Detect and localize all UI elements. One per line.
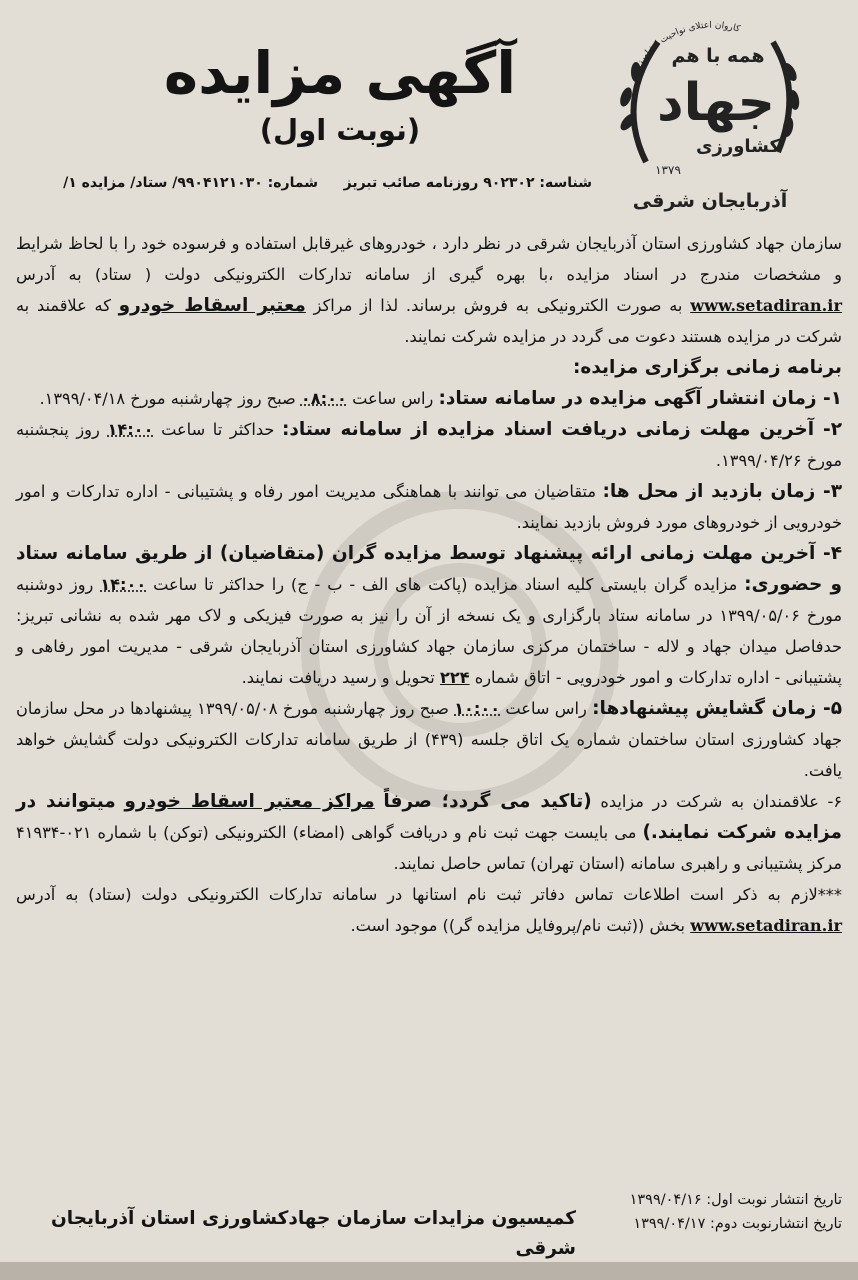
logo-sub-text: کشاورزی	[696, 136, 780, 157]
schedule-item-5: ۵- زمان گشایش پیشنهادها: راس ساعت ۱۰:۰۰ صبح روز چهارشنبه مورخ ۱۳۹۹/۰۵/۰۸ پیشنهادها در محل سازمان جهاد کشاورزی استان ساختمان شماره یک اتاق جلسه (۴۳۹) از طریق سامانه تدارکات الکترونیکی دولت گشایش خواهد یافت.	[16, 698, 843, 780]
schedule-item-3: ۳- زمان بازدید از محل ها: متقاضیان می توانند با هماهنگی مدیریت امور رفاه و پشتیبانی - اداره تدارکات و امور خودرویی از خودروهای مورد فروش بازدید نمایند.	[16, 481, 842, 532]
page-title: آگهی مزایده	[163, 39, 517, 107]
page-subtitle: (نوبت اول)	[259, 113, 421, 147]
publication-dates	[582, 1188, 842, 1236]
logo-emblem-icon	[598, 12, 813, 217]
first-publication-date: تاریخ انتشار نوبت اول: ۱۳۹۹/۰۴/۱۶	[629, 1192, 842, 1208]
logo-top-text: همه با هم	[671, 45, 765, 67]
setad-link[interactable]: www.setadiran.ir	[690, 296, 842, 315]
logo-arc-text: کاروان اعتلای نواحیت کشاورزی	[631, 20, 742, 74]
reference-id: شناسه: ۹۰۲۳۰۲ روزنامه صائب تبریز	[343, 175, 592, 191]
logo-main-text: جهاد	[656, 73, 776, 133]
jihad-agriculture-logo	[598, 12, 813, 217]
intro-paragraph: سازمان جهاد کشاورزی استان آذربایجان شرقی در نظر دارد ، خودروهای غیرقابل استفاده و فرسوده خود را با لحاظ شرایط و مشخصات مندرج در اسناد مزایده ،با بهره گیری از سامانه تدارکات الکترونیکی دولت ( ستاد) به آدرس www.setadiran.ir به صورت الکترونیکی به فروش برساند. لذا از مراکز معتبر اسقاط خودرو که علاقمند به شرکت در مزایده هستند دعوت می گردد در مزایده شرکت نمایند.	[16, 234, 842, 346]
footer	[16, 1188, 842, 1259]
schedule-item-4: ۴- آخرین مهلت زمانی ارائه پیشنهاد توسط مزایده گران (متقاضیان) از طریق سامانه ستاد و حضوری: مزایده گران بایستی کلیه اسناد مزایده (پاکت های الف - ب - ج) را حداکثر تا ساعت ۱۴:۰۰ روز دوشنبه مورخ ۱۳۹۹/۰۵/۰۶ در سامانه ستاد بارگزاری و یک نسخه از آن را نیز به صورت فیزیکی و لاک مهر شده به نشانی تبریز: حدفاصل میدان جهاد و لاله - ساختمان مرکزی سازمان جهاد کشاورزی استان آذربایجان شرقی - مدیریت امور رفاهی و پشتیبانی - اداره تدارکات و امور خودرویی - اتاق شماره ۲۲۴ تحویل و رسید دریافت نمایند.	[16, 543, 842, 687]
schedule-item-2: ۲- آخرین مهلت زمانی دریافت اسناد مزایده از سامانه ستاد: حداکثر تا ساعت ۱۴:۰۰ روز پنجشنبه مورخ ۱۳۹۹/۰۴/۲۶.	[16, 419, 843, 470]
registration-note: ***لازم به ذکر است اطلاعات تماس دفاتر ثبت نام استانها در سامانه تدارکات الکترونیکی دولت (ستاد) به آدرس www.setadiran.ir بخش ((ثبت نام/پروفایل مزایده گر)) موجود است.	[16, 885, 842, 935]
second-publication-date: تاریخ انتشارنوبت دوم: ۱۳۹۹/۰۴/۱۷	[633, 1216, 842, 1232]
logo-region: آذربایجان شرقی	[632, 190, 788, 212]
setad-link-note[interactable]: www.setadiran.ir	[690, 916, 842, 935]
notice-body	[16, 228, 842, 941]
commission-signature: کمیسیون مزایدات سازمان جهادکشاورزی استان آذربایجان شرقی	[50, 1208, 576, 1259]
schedule-item-6: ۶- علاقمندان به شرکت در مزایده (تاکید می گردد؛ صرفاً مراکز معتبر اسقاط خودرو میتوانند در مزایده شرکت نمایند.) می بایست جهت ثبت نام و دریافت گواهی (امضاء) الکترونیکی (توکن) با شماره ۰۲۱-۴۱۹۳۴ مرکز پشتیبانی و راهبری سامانه (استان تهران) تماس حاصل نمایند.	[16, 791, 843, 873]
notice-number: شماره: ۹۹۰۴۱۲۱۰۳۰/ ستاد/ مزایده ۱/	[63, 175, 318, 191]
schedule-item-1: ۱- زمان انتشار آگهی مزایده در سامانه ستاد: راس ساعت ۰۸:۰۰ صبح روز چهارشنبه مورخ ۱۳۹۹/۰۴/۱۸.	[39, 388, 842, 409]
schedule-title: برنامه زمانی برگزاری مزایده:	[573, 357, 842, 378]
page-edge-strip	[0, 1262, 858, 1280]
logo-year: ۱۳۷۹	[655, 163, 681, 177]
